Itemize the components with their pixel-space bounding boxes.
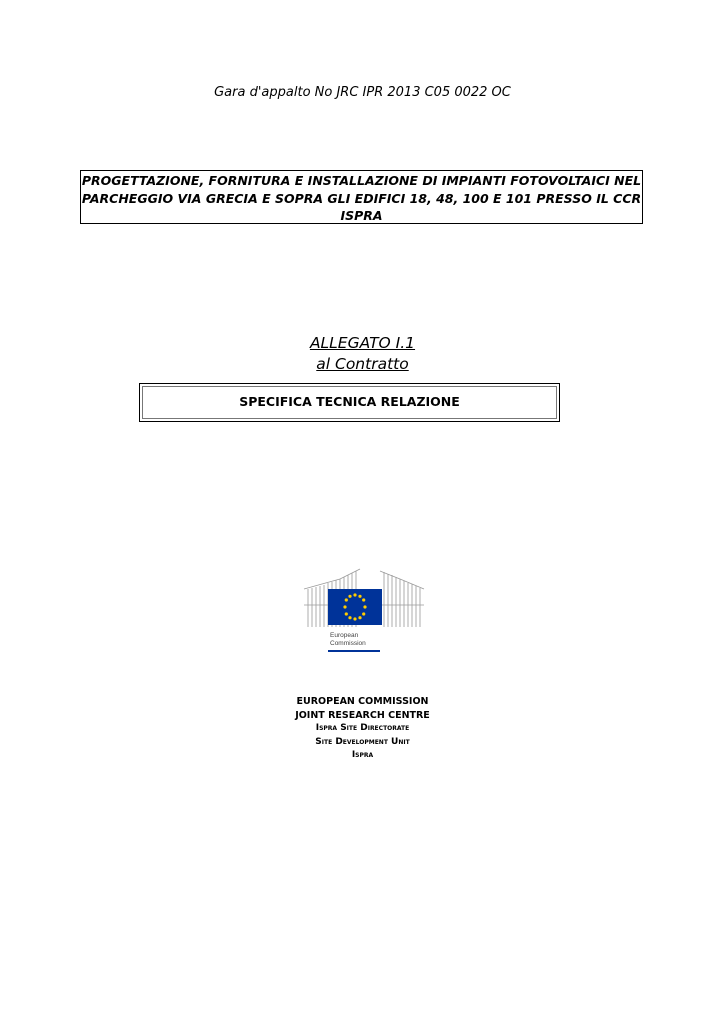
specification-label: SPECIFICA TECNICA RELAZIONE [239, 394, 460, 409]
project-title-line-3: ISPRA [340, 208, 383, 223]
logo-text-commission: Commission [330, 640, 366, 647]
logo-text-european: European [330, 632, 359, 639]
org-line-2: JOINT RESEARCH CENTRE [295, 709, 430, 721]
european-commission-logo [300, 565, 430, 655]
org-line-4: Site Development Unit [315, 736, 410, 747]
specification-box [139, 383, 560, 422]
annex-heading [0, 333, 725, 375]
ec-logo-graphic [300, 565, 430, 655]
org-line-1: EUROPEAN COMMISSION [296, 696, 429, 707]
org-line-5: Ispra [351, 750, 374, 760]
annex-title: ALLEGATO I.1 [309, 334, 416, 352]
project-title-box [80, 170, 643, 224]
project-title-line-2: PARCHEGGIO VIA GRECIA E SOPRA GLI EDIFICI 18, 48, 100 E 101 PRESSO IL CCR [81, 190, 642, 206]
org-line-3: Ispra Site Directorate [315, 723, 410, 733]
tender-reference: Gara d'appalto No JRC IPR 2013 C05 0022 OC [214, 85, 511, 100]
annex-subtitle: al Contratto [316, 355, 409, 373]
organisation-block [0, 695, 725, 763]
project-title-line-1: PROGETTAZIONE, FORNITURA E INSTALLAZIONE DI IMPIANTI FOTOVOLTAICI NEL [81, 173, 642, 188]
